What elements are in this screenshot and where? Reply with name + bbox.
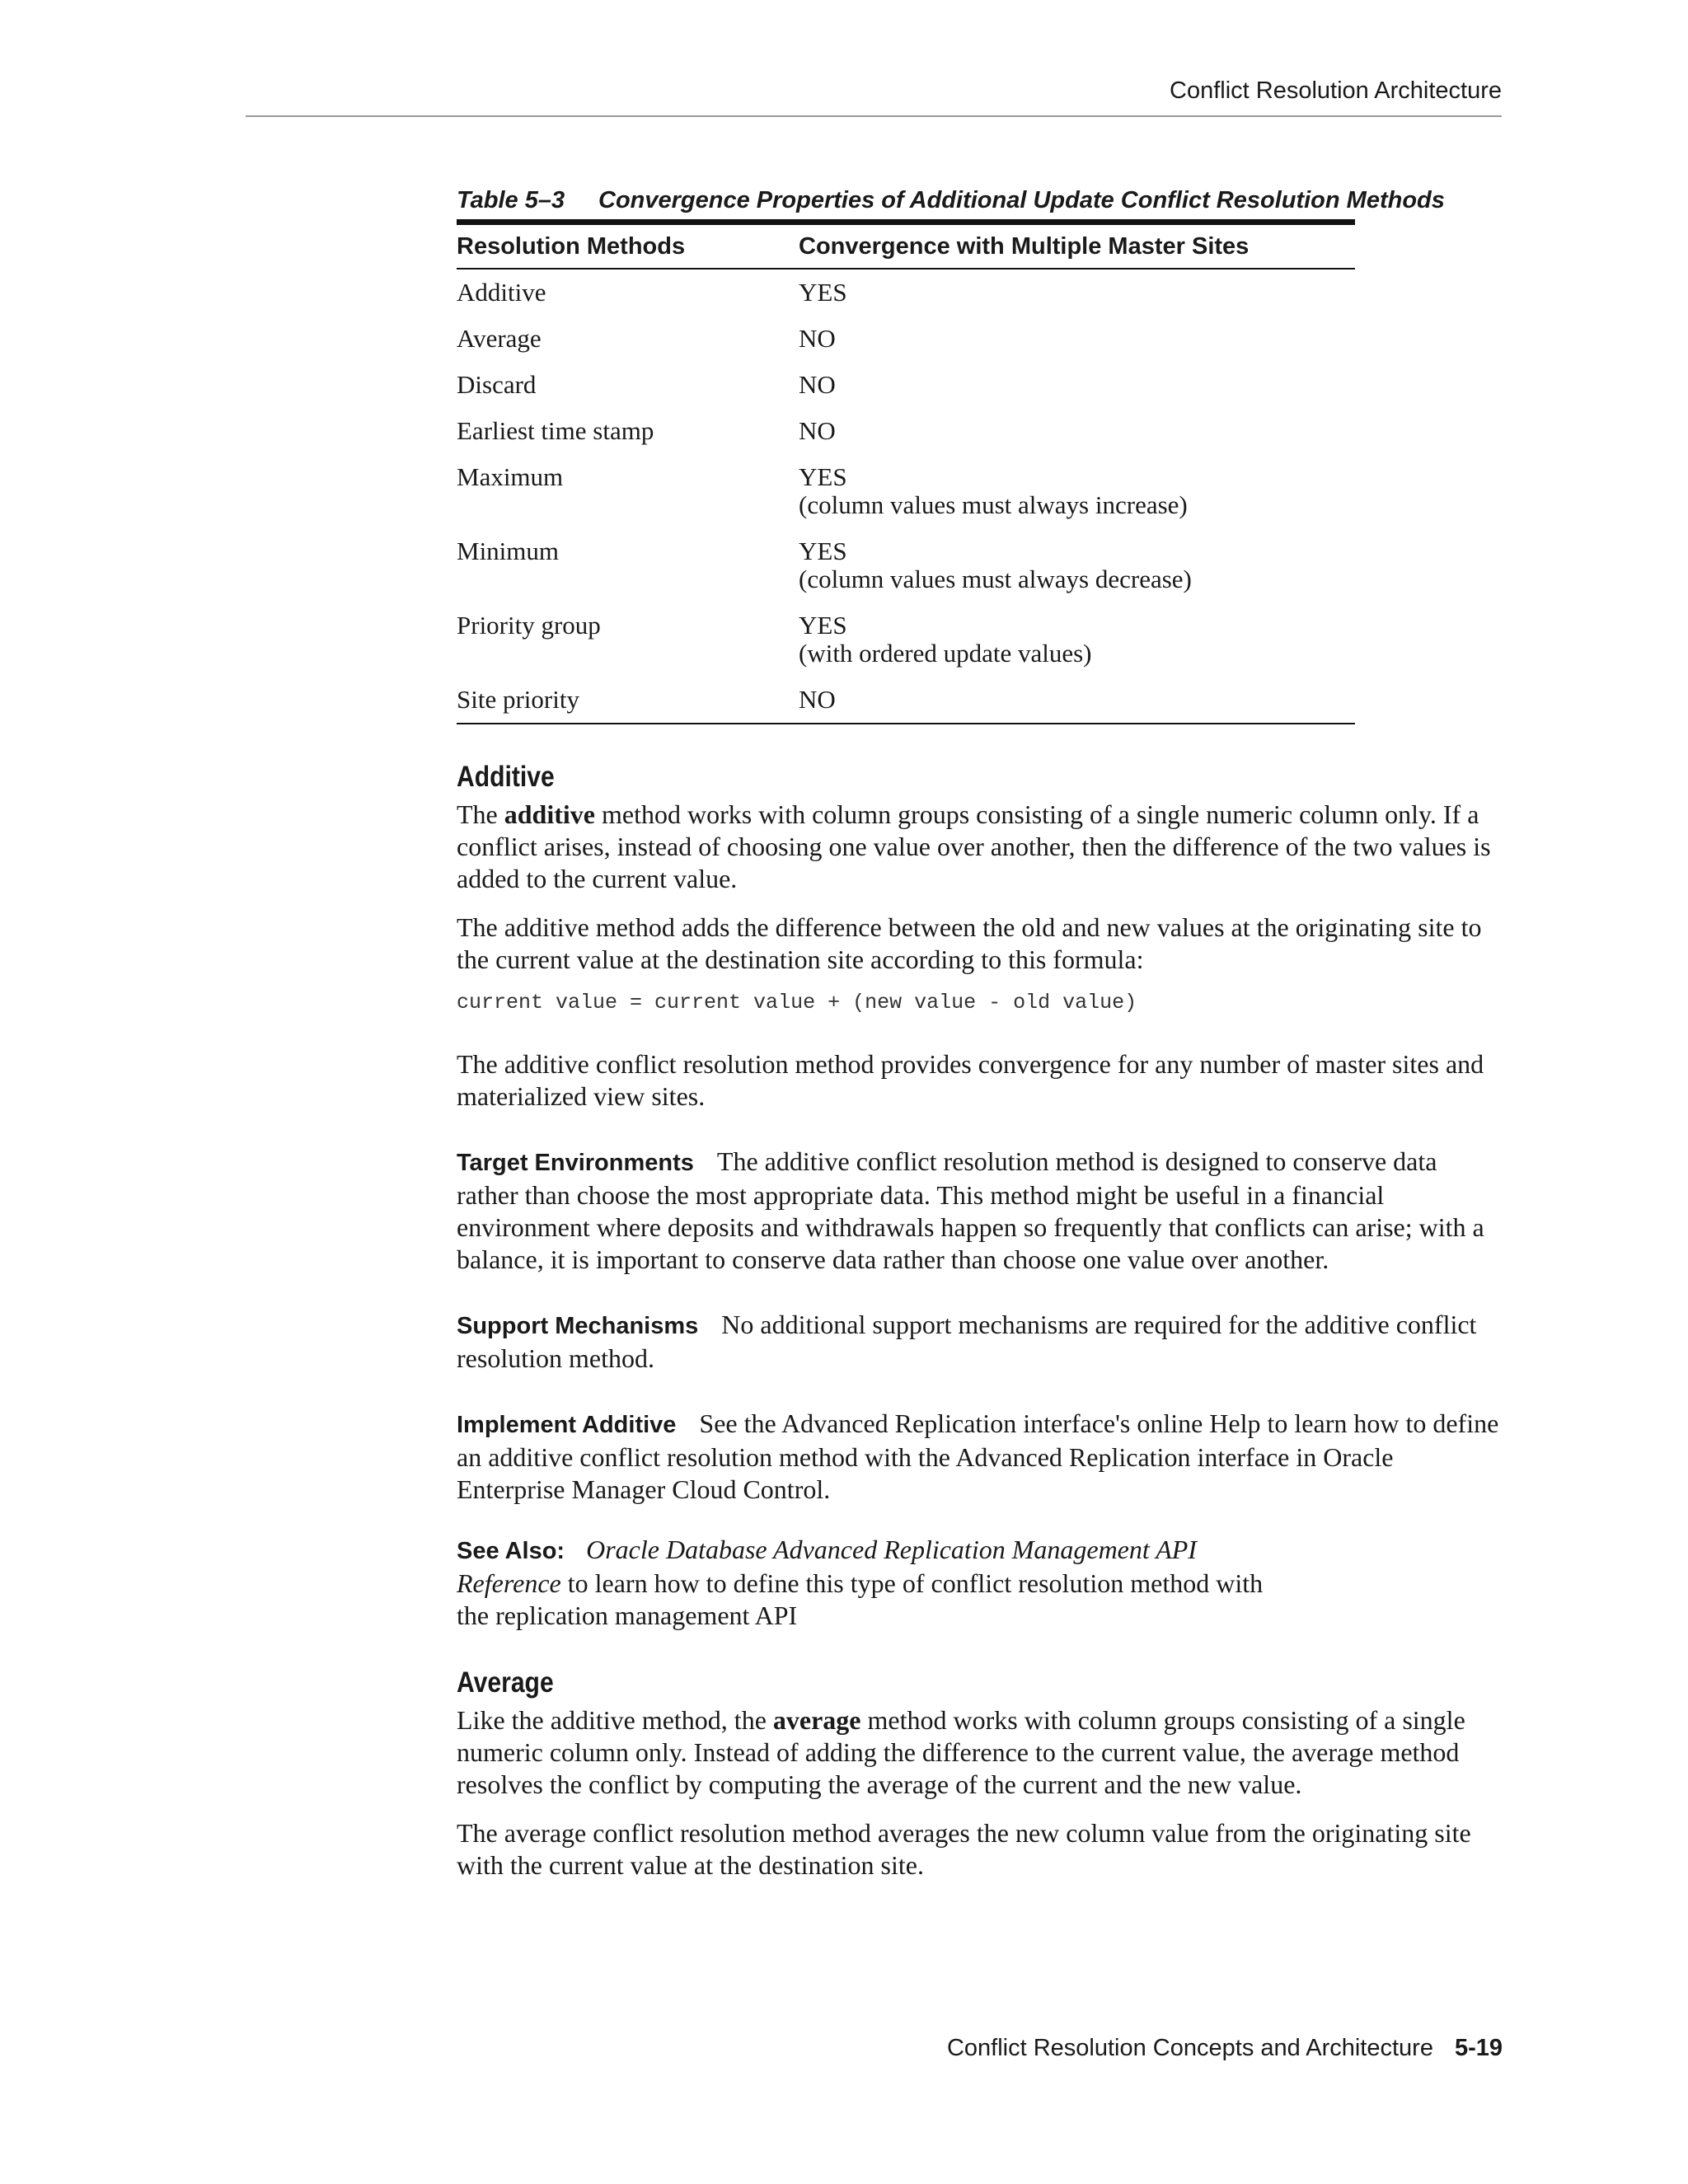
- section-heading-additive: Additive: [457, 761, 555, 793]
- method-cell: Site priority: [457, 685, 579, 714]
- table-row: [457, 528, 1355, 602]
- support-mechanisms-label: Support Mechanisms: [457, 1313, 699, 1339]
- convergence-value: NO: [799, 370, 836, 399]
- convergence-cell: [799, 677, 1355, 724]
- table-row: [457, 408, 1355, 454]
- additive-paragraph-2: The additive method adds the difference between the old and new values at the originating site to the current value at the destination site according to this formula:: [457, 912, 1482, 974]
- average-paragraph-1: Like the additive method, the average method works with column groups consisting of a single numeric column only. Instead of adding the difference to the current value, the average method resolves the conflict by computing the average of the current and the new value.: [457, 1705, 1465, 1799]
- implement-additive-paragraph: Implement Additive See the Advanced Replication interface's online Help to learn how to define an additive conflict resolution method with the Advanced Replication interface in Oracle Enterprise Manager Cloud Control.: [457, 1408, 1499, 1504]
- method-cell: Earliest time stamp: [457, 416, 654, 445]
- convergence-note: (column values must always decrease): [799, 565, 1192, 593]
- table-header-row: [457, 225, 1355, 269]
- column-header-methods: Resolution Methods: [457, 225, 799, 269]
- additive-paragraph-1: The additive method works with column groups consisting of a single numeric column only. If a conflict arises, instead of choosing one value over another, then the difference of the two values is added to the current value.: [457, 799, 1491, 893]
- method-cell: Priority group: [457, 611, 601, 640]
- convergence-cell: [799, 269, 1355, 316]
- method-cell: Additive: [457, 278, 546, 307]
- convergence-value: NO: [799, 324, 836, 353]
- running-header: [246, 73, 1502, 117]
- convergence-cell: [799, 602, 1355, 677]
- convergence-value: NO: [799, 685, 836, 714]
- convergence-value: YES: [799, 278, 847, 307]
- term-average: average: [772, 1705, 861, 1735]
- table-row: [457, 602, 1355, 677]
- method-cell: Maximum: [457, 462, 564, 491]
- convergence-value: YES: [799, 611, 847, 640]
- table-title: Convergence Properties of Additional Update Conflict Resolution Methods: [598, 187, 1445, 213]
- additive-formula: current value = current value + (new value - old value): [457, 991, 1137, 1015]
- target-environments-label: Target Environments: [457, 1150, 694, 1176]
- page-number: 5-19: [1454, 2035, 1503, 2061]
- implement-additive-label: Implement Additive: [457, 1412, 677, 1438]
- method-cell: Average: [457, 324, 542, 353]
- convergence-value: NO: [799, 416, 836, 445]
- method-cell: Discard: [457, 370, 537, 399]
- table-row: [457, 362, 1355, 408]
- convergence-note: (with ordered update values): [799, 639, 1092, 668]
- table-row: [457, 454, 1355, 528]
- running-header-title: Conflict Resolution Architecture: [1170, 77, 1502, 104]
- convergence-cell: [799, 362, 1355, 408]
- convergence-table: [457, 225, 1355, 724]
- table-number: Table 5–3: [457, 187, 565, 213]
- table-row: [457, 269, 1355, 316]
- convergence-cell: [799, 408, 1355, 454]
- term-additive: additive: [504, 799, 595, 829]
- additive-paragraph-3: The additive conflict resolution method provides convergence for any number of master sites and materialized view sites.: [457, 1049, 1484, 1111]
- convergence-cell: [799, 316, 1355, 362]
- see-also-reference: Oracle Database Advanced Replication Management API Reference: [457, 1535, 1197, 1598]
- convergence-cell: [799, 454, 1355, 528]
- convergence-cell: [799, 528, 1355, 602]
- convergence-value: YES: [799, 537, 847, 565]
- target-environments-paragraph: Target Environments The additive conflict resolution method is designed to conserve data rather than choose the most appropriate data. This method might be useful in a financial environment where deposits and withdrawals happen so frequently that conflicts can arise; with a balance, it is important to conserve data rather than choose one value over another.: [457, 1146, 1484, 1274]
- convergence-value: YES: [799, 462, 847, 491]
- footer-book-title: Conflict Resolution Concepts and Architecture: [946, 2035, 1433, 2061]
- column-header-convergence: Convergence with Multiple Master Sites: [799, 225, 1355, 269]
- support-mechanisms-paragraph: Support Mechanisms No additional support mechanisms are required for the additive conflict resolution method.: [457, 1310, 1477, 1373]
- table-row: [457, 316, 1355, 362]
- method-cell: Minimum: [457, 537, 560, 565]
- page-content: [457, 181, 1503, 1882]
- page-footer: [947, 2032, 1503, 2064]
- see-also-note: See Also: Oracle Database Advanced Replication Management API Reference to learn how to define this type of conflict resolution method with the replication management API: [457, 1535, 1264, 1630]
- section-heading-average: Average: [457, 1666, 554, 1699]
- table-row: [457, 677, 1355, 724]
- average-paragraph-2: The average conflict resolution method averages the new column value from the originating site with the current value at the destination site.: [457, 1818, 1471, 1880]
- see-also-label: See Also:: [457, 1538, 565, 1564]
- convergence-note: (column values must always increase): [799, 490, 1188, 519]
- table-caption: [457, 181, 1445, 225]
